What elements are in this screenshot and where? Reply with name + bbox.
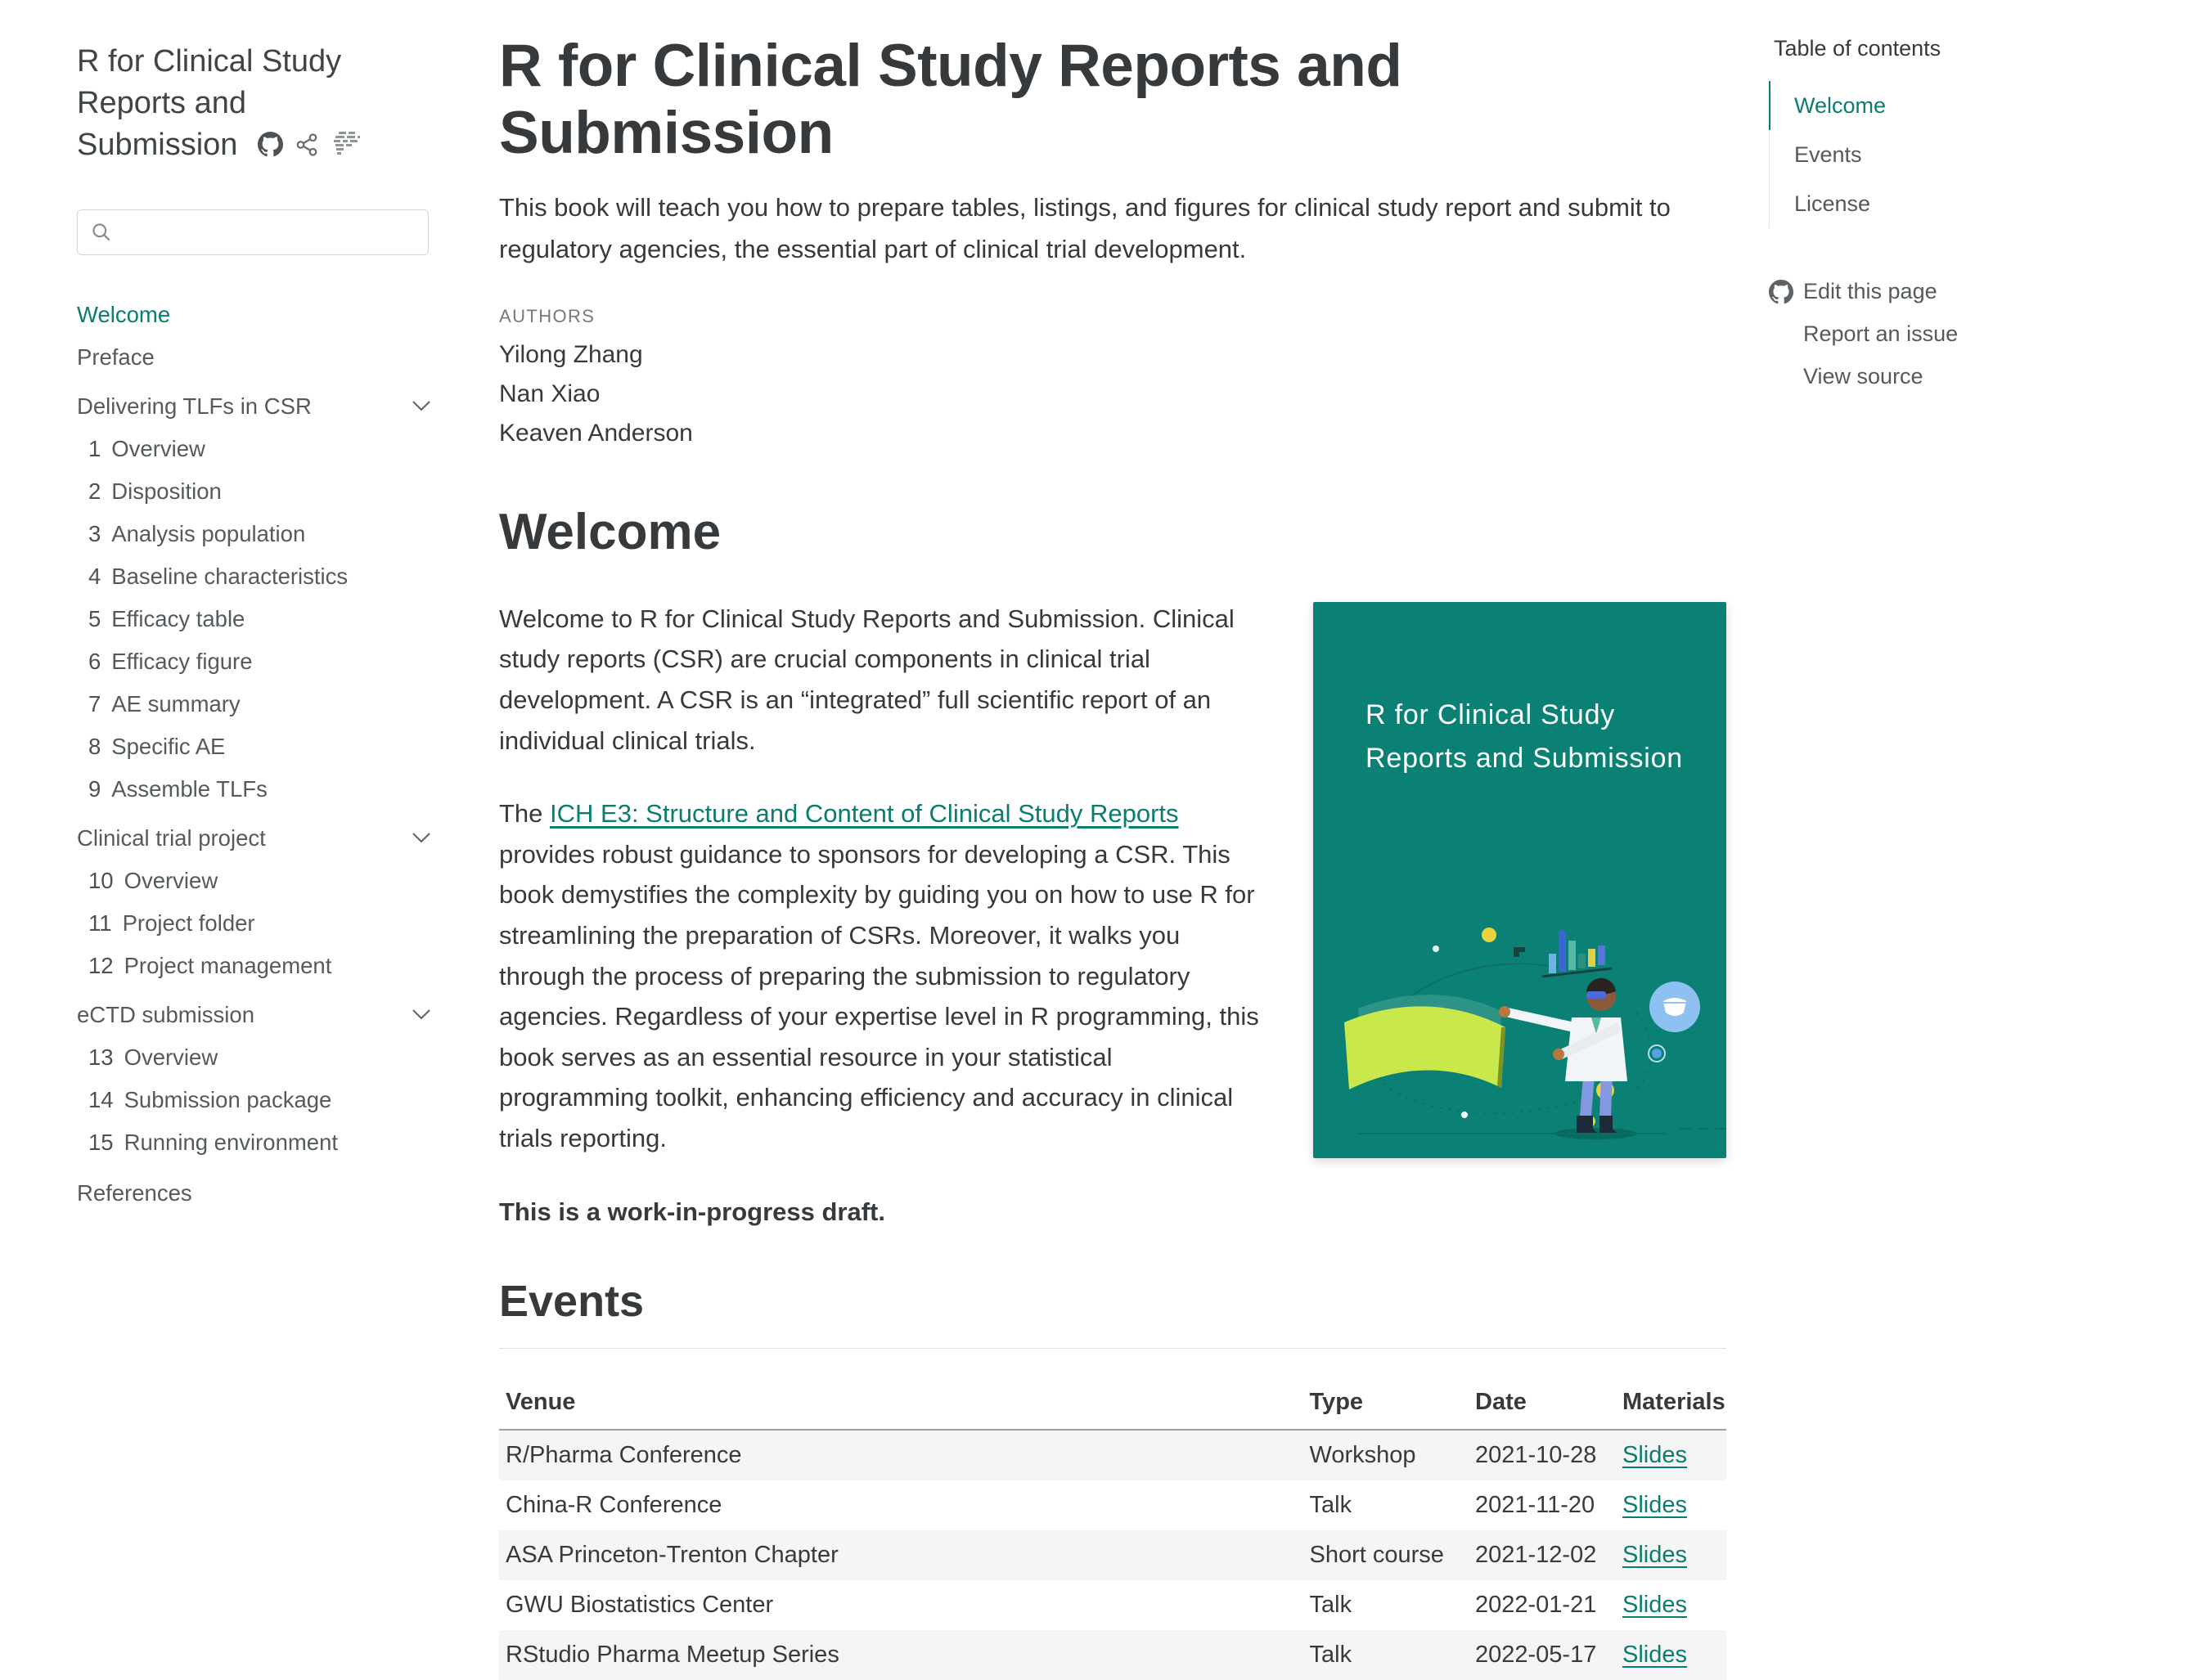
sidebar-chapter-item[interactable] [77,563,430,591]
sidebar-item-references[interactable]: References [77,1179,192,1206]
table-row [499,1630,1726,1680]
date-cell: 2021-12-02 [1475,1541,1597,1568]
venue-cell: R/Pharma Conference [506,1441,742,1468]
slides-link[interactable]: Slides [1622,1541,1687,1568]
venue-cell: China-R Conference [506,1491,722,1518]
toc-item[interactable]: Welcome [1769,81,2162,130]
table-header-row [499,1377,1726,1430]
chapter-label: Project folder [122,910,255,936]
chapter-number: 9 [88,775,101,802]
slides-link[interactable]: Slides [1622,1491,1687,1518]
welcome-heading: Welcome [499,504,722,561]
sidebar-section-ectd-submission[interactable] [77,1001,430,1029]
date-cell: 2021-11-20 [1475,1491,1595,1518]
chapter-list-ectd-submission [77,1044,430,1157]
materials-cell [1616,1530,1726,1580]
toc-heading: Table of contents [1774,36,1941,61]
toc-sidebar [1769,36,2162,405]
sidebar-item-welcome[interactable]: Welcome [77,301,171,327]
chapter-label: Overview [124,1044,218,1070]
chapter-list-clinical-trial-project [77,867,430,980]
date-cell: 2021-10-28 [1475,1441,1597,1468]
table-row [499,1580,1726,1630]
title-icons [246,128,360,162]
chevron-down-icon[interactable] [412,401,430,411]
chapter-list-delivering-tlfs [77,435,430,803]
mask-badge-glyph [1649,981,1700,1032]
type-cell: Talk [1309,1591,1352,1618]
bar-chart-glyph [1514,931,1612,977]
chapter-label: Efficacy figure [111,648,253,674]
ich-e3-link[interactable]: ICH E3: Structure and Content of Clinical Study Reports [550,799,1179,829]
search-input[interactable] [122,218,416,245]
chapter-label: Disposition [111,478,222,504]
events-table [499,1377,1726,1680]
slides-link[interactable]: Slides [1622,1641,1687,1668]
chapter-number: 1 [88,435,101,461]
sidebar-nav [77,301,430,1207]
column-header-type: Type [1303,1377,1469,1430]
book-cover-image [1313,602,1726,1158]
sidebar-chapter-item[interactable] [77,435,430,463]
chapter-number: 12 [88,952,114,978]
type-cell: Talk [1309,1491,1352,1518]
slides-link[interactable]: Slides [1622,1441,1687,1468]
welcome-paragraph-1: Welcome to R for Clinical Study Reports and Submission. Clinical study reports (CSR) are crucial components in clinical trial development. A CSR is an “integrated” full scientific report of an individual clinical trials. [499,604,1235,755]
sidebar-chapter-item[interactable] [77,910,430,937]
chapter-label: Running environment [124,1129,339,1155]
chapter-number: 10 [88,867,114,893]
chapter-number: 15 [88,1129,114,1155]
welcome-body [499,599,1726,1232]
toc-item[interactable]: License [1769,179,2162,228]
view-source-link[interactable]: View source [1803,364,1923,389]
chapter-label: Assemble TLFs [111,775,268,802]
table-row [499,1530,1726,1580]
materials-cell [1616,1580,1726,1630]
venue-cell: GWU Biostatistics Center [506,1591,774,1618]
sidebar [77,41,430,1222]
sidebar-chapter-item[interactable] [77,520,430,548]
page-subtitle: This book will teach you how to prepare tables, listings, and figures for clinical study report and submit to regulatory agencies, the essential part of clinical trial development. [499,192,1671,263]
chapter-label: Project management [124,952,332,978]
sidebar-chapter-item[interactable] [77,478,430,505]
type-cell: Short course [1309,1541,1444,1568]
type-cell: Workshop [1309,1441,1416,1468]
chapter-label: Analysis population [111,520,306,546]
chevron-down-icon[interactable] [412,833,430,843]
events-heading: Events [499,1278,1726,1348]
chapter-label: Overview [124,867,218,893]
list-logo-icon[interactable] [331,127,360,168]
main-content [499,33,1726,1680]
date-cell: 2022-05-17 [1475,1641,1597,1668]
chapter-label: Specific AE [111,733,226,759]
chapter-number: 13 [88,1044,114,1070]
table-row [499,1480,1726,1530]
sidebar-section-delivering-tlfs[interactable] [77,393,430,420]
author-name: Nan Xiao [499,380,601,408]
toc-list [1769,81,2162,228]
chapter-number: 5 [88,605,101,631]
page-title: R for Clinical Study Reports and Submission [499,33,1402,166]
chapter-label: Efficacy table [111,605,245,631]
chapter-number: 2 [88,478,101,504]
materials-cell [1616,1630,1726,1680]
sidebar-chapter-item[interactable] [77,1086,430,1114]
scientist-glyph [1499,978,1636,1139]
sidebar-chapter-item[interactable] [77,648,430,676]
chevron-down-icon[interactable] [412,1009,430,1020]
sidebar-section-clinical-trial-project[interactable] [77,824,430,852]
venue-cell: ASA Princeton-Trenton Chapter [506,1541,839,1568]
chapter-number: 14 [88,1086,114,1112]
materials-cell [1616,1430,1726,1480]
toc-tools [1769,277,2162,391]
toc-item[interactable]: Events [1769,130,2162,179]
book-title [77,41,404,168]
sidebar-chapter-item[interactable] [77,775,430,803]
date-cell: 2022-01-21 [1475,1591,1597,1618]
chapter-number: 3 [88,520,101,546]
report-an-issue-link[interactable]: Report an issue [1803,321,1959,346]
search-icon [90,221,112,243]
type-cell: Talk [1309,1641,1352,1668]
authors-block [499,306,1726,453]
chapter-label: AE summary [111,690,241,716]
materials-cell [1616,1480,1726,1530]
paragraph-text: The [499,799,551,829]
sidebar-section-label: Clinical trial project [77,824,266,851]
paragraph-text: provides robust guidance to sponsors for developing a CSR. This book demystifies the complexity by guiding you on how to use R for streamlining the preparation of CSRs. Moreover, it walks you through the process of preparing the submission to regulatory agencies. Regardless of your expertise level in R programming, this book serves as an essential resource in your statistical programming toolkit, enhancing efficiency and accuracy in clinical trials reporting. [499,839,1259,1152]
chapter-number: 6 [88,648,101,674]
search-box[interactable] [77,209,429,255]
author-name: Yilong Zhang [499,341,643,369]
venue-cell: RStudio Pharma Meetup Series [506,1641,839,1668]
sidebar-chapter-item[interactable] [77,1044,430,1071]
book-title-text: R for Clinical Study Reports and Submission [77,44,342,162]
chapter-number: 8 [88,733,101,759]
sidebar-chapter-item[interactable] [77,733,430,761]
share-icon[interactable] [295,127,319,168]
chapter-label: Submission package [124,1086,332,1112]
chapter-label: Baseline characteristics [111,563,349,589]
sidebar-item-preface[interactable]: Preface [77,344,155,370]
edit-this-page-link[interactable]: Edit this page [1769,277,2162,306]
author-name: Keaven Anderson [499,420,693,447]
sidebar-chapter-item[interactable] [77,605,430,633]
slides-link[interactable]: Slides [1622,1591,1687,1618]
chapter-number: 11 [88,910,112,936]
sidebar-chapter-item[interactable] [77,1129,430,1157]
draft-note: This is a work-in-progress draft. [499,1197,885,1226]
sidebar-chapter-item[interactable] [77,952,430,980]
github-icon [1769,280,1793,304]
column-header-venue: Venue [499,1377,1303,1430]
sidebar-section-label: Delivering TLFs in CSR [77,393,312,419]
authors-label: AUTHORS [499,306,596,327]
chapter-number: 7 [88,690,101,716]
sidebar-section-label: eCTD submission [77,1001,255,1027]
github-icon[interactable] [258,127,283,168]
cover-title: R for Clinical Study Reports and Submission [1365,699,1684,774]
chapter-number: 4 [88,563,101,589]
column-header-date: Date [1469,1377,1616,1430]
chapter-label: Overview [111,435,205,461]
sidebar-chapter-item[interactable] [77,867,430,895]
cover-illustration [1313,808,1726,1143]
column-header-materials: Materials [1616,1377,1726,1430]
sidebar-chapter-item[interactable] [77,690,430,718]
table-row [499,1430,1726,1480]
